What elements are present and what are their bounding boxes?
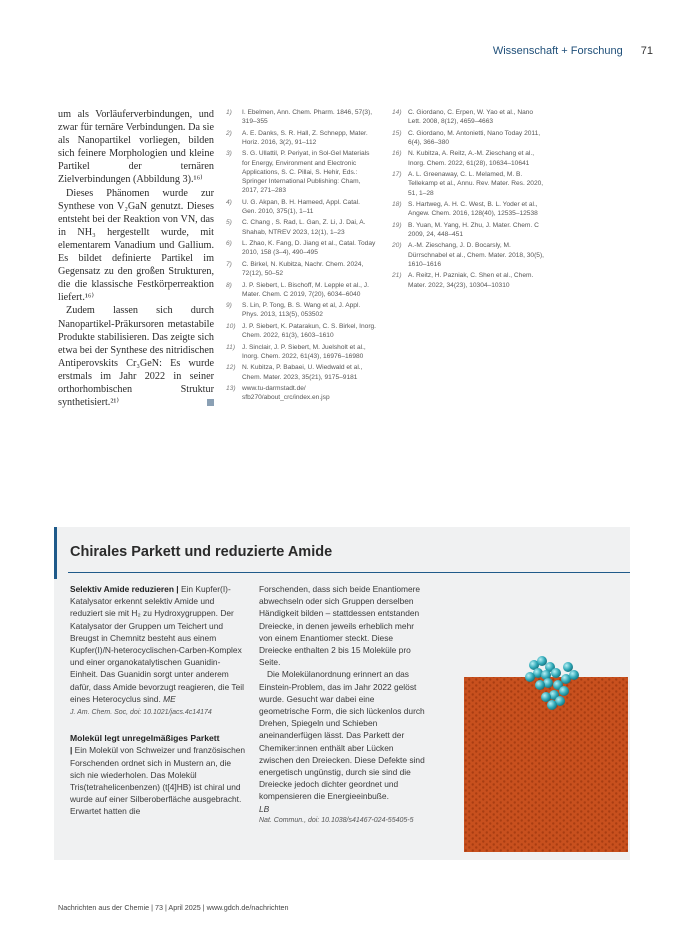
reference-number: 9) xyxy=(226,302,232,310)
reference-entry xyxy=(226,260,376,278)
reference-entry xyxy=(392,108,544,126)
box-title-rule xyxy=(68,572,630,573)
reference-text: C. Chang , S. Rad, L. Gan, Z. Li, J. Dai, A. Shahab, NTREV 2023, 12(1), 1–23 xyxy=(242,219,366,236)
reference-entry xyxy=(226,129,376,147)
news-item-amide: Selektiv Amide reduzieren | Ein Kupfer(I)-Katalysator erkennt selektiv Amide und reduziert sie mit H₂ zu Hydroxygruppen. Der Katalysator der Gruppen um Teichert und Breugst in Chemnitz besteht aus einem Kupfer(I)/N-heterocyclischen-Carben-Komplex und einer organokatalytischen Guanidin-Einheit. Das Guanidin sorgt unter anderem dafür, dass Amide bevorzugt reagieren, die Teil eines Heterocyclus sind. ME J. Am. Chem. Soc, doi: 10.1021/jacs.4c14174 xyxy=(70,584,244,717)
box-column-left xyxy=(70,583,248,818)
reference-text: S. Hartweg, A. H. C. West, B. L. Yoder et al., Angew. Chem. 2016, 128(40), 12535–12538 xyxy=(408,201,538,218)
reference-text: C. Giordano, M. Antonietti, Nano Today 2011, 6(4), 366–380 xyxy=(408,129,541,146)
reference-text: J. P. Siebert, K. Patarakun, C. S. Birkel, Inorg. Chem. 2022, 61(3), 1603–1610 xyxy=(242,322,377,340)
reference-text: C. Birkel, N. Kubitza, Nachr. Chem. 2024, 72(12), 50–52 xyxy=(242,260,364,278)
references-column-1 xyxy=(226,108,376,405)
reference-text: A. Reitz, H. Pazniak, C. Shen et al., Chem. Mater. 2022, 34(23), 10304–10310 xyxy=(408,272,534,289)
news-text: Ein Kupfer(I)-Katalysator erkennt selektiv Amide und reduziert sie mit H₂ zu Hydroxygruppen. Der Katalysator der Gruppen um Teichert und Breugst in Chemnitz besteht aus einem Kupfer(I)/N-heterocyclischen-Carben-Komplex und einer organokatalytischen Guanidin-Einheit. Das Guanidin sorgt unter anderem dafür, dass Amide bevorzugt reagieren, die Teil eines Heterocyclus sind. xyxy=(70,584,244,704)
reference-number: 16) xyxy=(392,150,402,158)
reference-entry xyxy=(392,200,544,218)
reference-number: 19) xyxy=(392,221,402,229)
news-text: Ein Molekül von Schweizer und französischen Forschenden ordnet sich in Mustern an, die sich nie wiederholen. Das Molekül Tris(tetrahelicenbenzen) (t[4]HB) ist chiral und wurde auf einer Silberoberfläche ausgebracht. Erwartet hatten die xyxy=(70,745,246,817)
reference-entry xyxy=(226,301,376,319)
box-title: Chirales Parkett und reduzierte Amide xyxy=(70,544,333,560)
reference-number: 3) xyxy=(226,150,232,158)
reference-number: 12) xyxy=(226,364,236,372)
news-text: Forschenden, dass sich beide Enantiomere abwechseln oder sich Gruppen derselben Händigkeit bilden – stattdessen entstanden Dreiecke, in denen jeweils erheblich mehr von einem Enantiomer steckt. Diese Dreiecke enthalten 2 bis 15 Moleküle pro Seite. xyxy=(259,584,421,668)
reference-entry xyxy=(392,241,544,269)
reference-text: U. G. Akpan, B. H. Hameed, Appl. Catal. Gen. 2010, 375(1), 1–11 xyxy=(242,198,361,215)
reference-text: N. Kubitza, A. Reitz, A.-M. Zieschang et al., Inorg. Chem. 2022, 61(28), 10634–10641 xyxy=(408,150,535,167)
reference-number: 17) xyxy=(392,171,402,179)
reference-number: 15) xyxy=(392,129,402,137)
molecule-surface-illustration xyxy=(464,645,628,852)
reference-entry xyxy=(392,271,544,289)
section-title: Wissenschaft + Forschung xyxy=(492,45,623,57)
reference-number: 14) xyxy=(392,109,402,116)
reference-entry xyxy=(226,108,376,126)
reference-number: 5) xyxy=(226,219,232,227)
author-initials: LB xyxy=(259,803,270,814)
news-heading: Molekül legt unregelmäßiges Parkett xyxy=(70,733,220,744)
author-initials: ME xyxy=(163,693,176,704)
reference-text: A. L. Greenaway, C. L. Melamed, M. B. Tellekamp et al., Annu. Rev. Mater. Res. 2020, 51, 1–28 xyxy=(408,171,544,197)
running-header xyxy=(493,45,653,57)
reference-text: C. Giordano, C. Erpen, W. Yao et al., Nano Lett. 2008, 8(12), 4659–4663 xyxy=(408,109,534,126)
reference-number: 21) xyxy=(392,272,402,280)
body-paragraph: um als Vorläuferverbindungen, und zwar für ternäre Verbindungen. Da sie als Nanopartikel vorliegen, bilden sich feinere Morphologien und kleine Partikel der ternären Zielverbindungen (Abbildung 3).¹⁶⁾ xyxy=(58,109,214,186)
body-paragraph: Dieses Phänomen wurde zur Synthese von V₂GaN genutzt. Dieses entsteht bei der Reaktion von VN, das in NH₃ hergestellt wurde, mit elementarem Vanadium und Gallium. Es bildet definierte Partikel im Gegensatz zu den großen Strukturen, die die klassische Festkörperreaktion liefert.¹⁶⁾ xyxy=(58,187,214,304)
reference-text: A. E. Danks, S. R. Hall, Z. Schnepp, Mater. Horiz. 2016, 3(2), 91–112 xyxy=(242,129,368,146)
page-number: 71 xyxy=(640,45,653,57)
reference-entry xyxy=(226,384,376,402)
reference-text: J. P. Siebert, L. Bischoff, M. Lepple et al., J. Mater. Chem. C 2019, 7(20), 6034–6040 xyxy=(242,281,369,298)
reference-number: 11) xyxy=(226,343,236,351)
reference-entry xyxy=(226,281,376,299)
reference-entry xyxy=(226,149,376,195)
reference-entry xyxy=(392,170,544,198)
reference-entry xyxy=(392,129,544,147)
reference-number: 10) xyxy=(226,322,236,330)
reference-text: N. Kubitza, P. Babaei, U. Wiedwald et al., Chem. Mater. 2023, 35(21), 9175–9181 xyxy=(242,364,363,381)
reference-entry xyxy=(226,198,376,216)
references-column-2 xyxy=(392,108,544,292)
reference-number: 2) xyxy=(226,129,232,137)
silver-surface xyxy=(464,677,628,852)
reference-text: S. G. Ullattil, P. Periyat, in Sol-Gel Materials for Energy, Environment and Electronic Applications, S. C. Pillai, S. Hehir, Eds.: Springer International Publishing: Cham, 2017, 271–283 xyxy=(242,150,370,195)
reference-text: www.tu-darmstadt.de/ sfb270/about_crc/index.en.jsp xyxy=(242,385,330,402)
reference-entry xyxy=(226,322,376,340)
news-heading: Selektiv Amide reduzieren xyxy=(70,584,174,594)
source-citation: J. Am. Chem. Soc, doi: 10.1021/jacs.4c14174 xyxy=(70,709,212,717)
main-text-column xyxy=(58,108,214,409)
reference-number: 13) xyxy=(226,385,236,393)
body-paragraph-text: Zudem lassen sich durch Nanopartikel-Präkursoren metastabile Produkte stabilisieren. Das zeigte sich etwa bei der Synthese des nitridischen Antiperovskits Cr₃GeN: Es wurde erstmals im Jahr 2022 in seiner orthorhombischen Struktur synthetisiert.²¹⁾ xyxy=(58,305,214,409)
body-paragraph xyxy=(58,304,214,409)
reference-entry xyxy=(226,218,376,236)
reference-text: S. Lin, P. Tong, B. S. Wang et al, J. Appl. Phys. 2013, 113(5), 053502 xyxy=(242,302,361,319)
reference-number: 6) xyxy=(226,240,232,248)
news-text: Die Molekülanordnung erinnert an das Einstein-Problem, das im Jahr 2022 gelöst wurde. Gesucht war dabei eine geometrische Form, die sich lückenlos durch Drehen, Spiegeln und Schieben aneinanderfügen lässt. Das Parkett der Chemiker:innen enthält aber Lücken zwischen den Dreiecken. Diese Defekte sind energetisch ungünstig, durch sie sind die Dreiecke jedoch dichter geordnet und kompensieren die Energieeinbuße. xyxy=(259,669,425,802)
reference-entry xyxy=(392,149,544,167)
reference-text: B. Yuan, M. Yang, H. Zhu, J. Mater. Chem. C 2009, 24, 448–451 xyxy=(408,221,539,238)
reference-text: J. Sinclair, J. P. Siebert, M. Juelsholt et al., Inorg. Chem. 2022, 61(43), 16976–16980 xyxy=(242,343,366,360)
reference-number: 7) xyxy=(226,260,232,268)
page-footer: Nachrichten aus der Chemie | 73 | April 2025 | www.gdch.de/nachrichten xyxy=(58,903,289,912)
reference-entry xyxy=(226,239,376,257)
reference-number: 1) xyxy=(226,109,232,116)
reference-entry xyxy=(392,221,544,239)
reference-number: 8) xyxy=(226,281,232,289)
reference-entry xyxy=(226,363,376,381)
reference-number: 4) xyxy=(226,198,232,206)
reference-text: L. Zhao, K. Fang, D. Jiang et al., Catal. Today 2010, 158 (3–4), 490–495 xyxy=(242,240,376,257)
box-accent-bar xyxy=(54,527,57,579)
reference-number: 20) xyxy=(392,242,402,250)
news-item-parkett: | Ein Molekül von Schweizer und französischen Forschenden ordnet sich in Mustern an, die sich nie wiederholen. Das Molekül Tris(tetrahelicenbenzen) (t[4]HB) ist chiral und wurde auf einer Silberoberfläche ausgebracht. Erwartet hatten die xyxy=(70,745,246,817)
source-citation: Nat. Commun., doi: 10.1038/s41467-024-55405-5 xyxy=(259,816,414,824)
reference-number: 18) xyxy=(392,201,402,209)
article-end-mark xyxy=(207,399,214,406)
box-column-right xyxy=(259,583,427,827)
reference-text: I. Ebelmen, Ann. Chem. Pharm. 1846, 57(3), 319–355 xyxy=(242,109,373,126)
reference-entry xyxy=(226,343,376,361)
news-box xyxy=(54,527,630,860)
reference-text: A.-M. Zieschang, J. D. Bocarsly, M. Dürrschnabel et al., Chem. Mater. 2018, 30(5), 1610–1616 xyxy=(408,242,544,268)
